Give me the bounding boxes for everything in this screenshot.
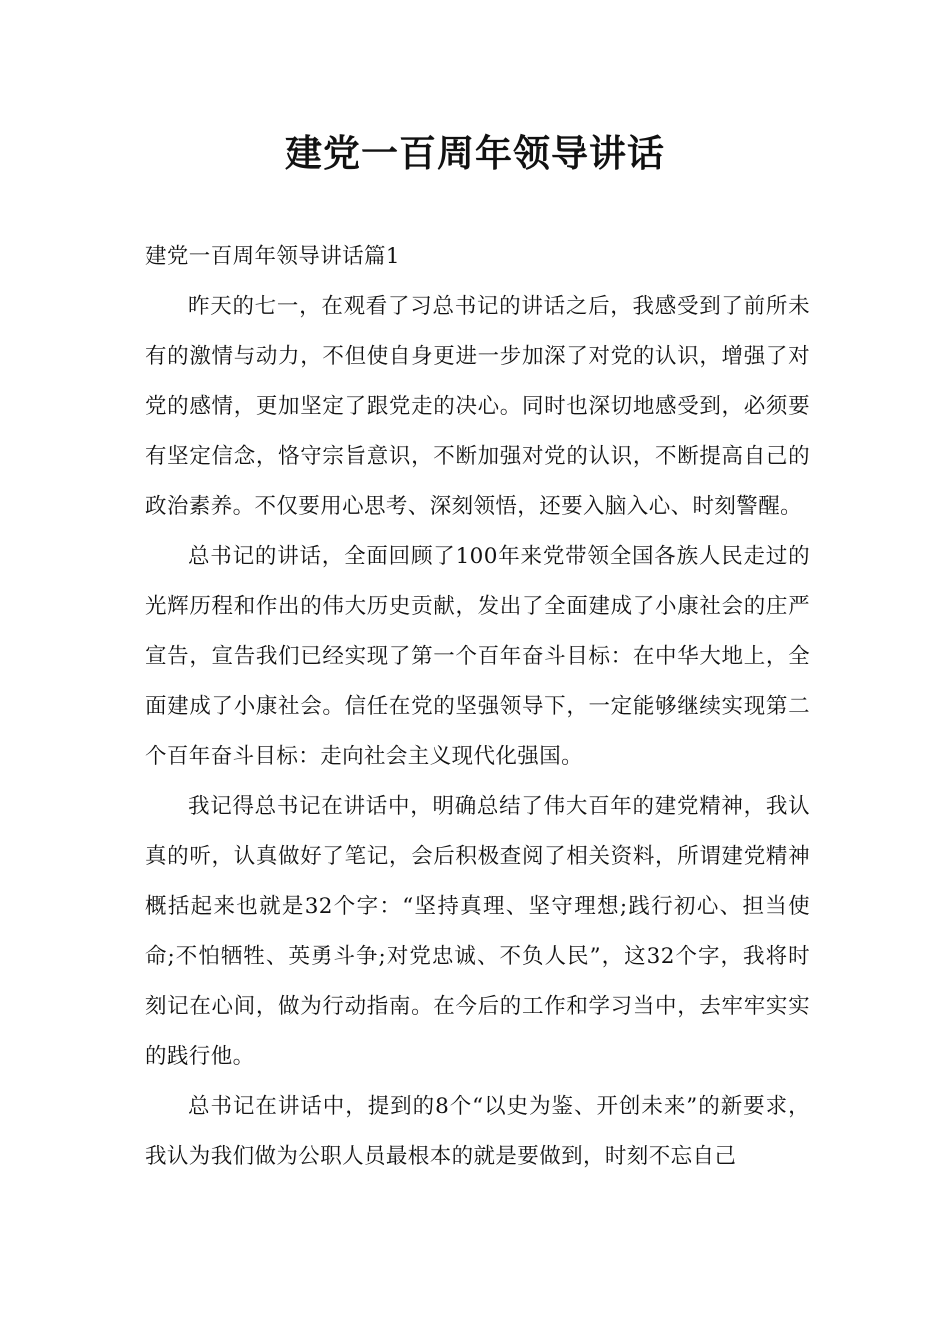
paragraph-1: 昨天的七一，在观看了习总书记的讲话之后，我感受到了前所未有的激情与动力，不但使自身更进一步加深了对党的认识，增强了对党的感情，更加坚定了跟党走的决心。同时也深切地感受到，必须要有坚定信念，恪守宗旨意识，不断加强对党的认识，不断提高自己的政治素养。不仅要用心思考、深刻领悟，还要入脑入心、时刻警醒。 xyxy=(145,294,810,519)
paragraph-3: 我记得总书记在讲话中，明确总结了伟大百年的建党精神，我认真的听，认真做好了笔记，会后积极查阅了相关资料，所谓建党精神概括起来也就是32个字：“坚持真理、坚守理想;践行初心、担当使命;不怕牺牲、英勇斗争;对党忠诚、不负人民”，这32个字，我将时刻记在心间，做为行动指南。在今后的工作和学习当中，去牢牢实实的践行他。 xyxy=(145,794,810,1069)
paragraph-2: 总书记的讲话，全面回顾了100年来党带领全国各族人民走过的光辉历程和作出的伟大历史贡献，发出了全面建成了小康社会的庄严宣告，宣告我们已经实现了第一个百年奋斗目标：在中华大地上，全面建成了小康社会。信任在党的坚强领导下，一定能够继续实现第二个百年奋斗目标：走向社会主义现代化强国。 xyxy=(145,544,810,769)
section-heading: 建党一百周年领导讲话篇1 xyxy=(145,244,400,269)
document-title: 建党一百周年领导讲话 xyxy=(285,132,665,175)
document-body xyxy=(145,232,810,1182)
paragraph-4: 总书记在讲话中，提到的8个“以史为鉴、开创未来”的新要求，我认为我们做为公职人员最根本的就是要做到，时刻不忘自己 xyxy=(145,1094,810,1169)
